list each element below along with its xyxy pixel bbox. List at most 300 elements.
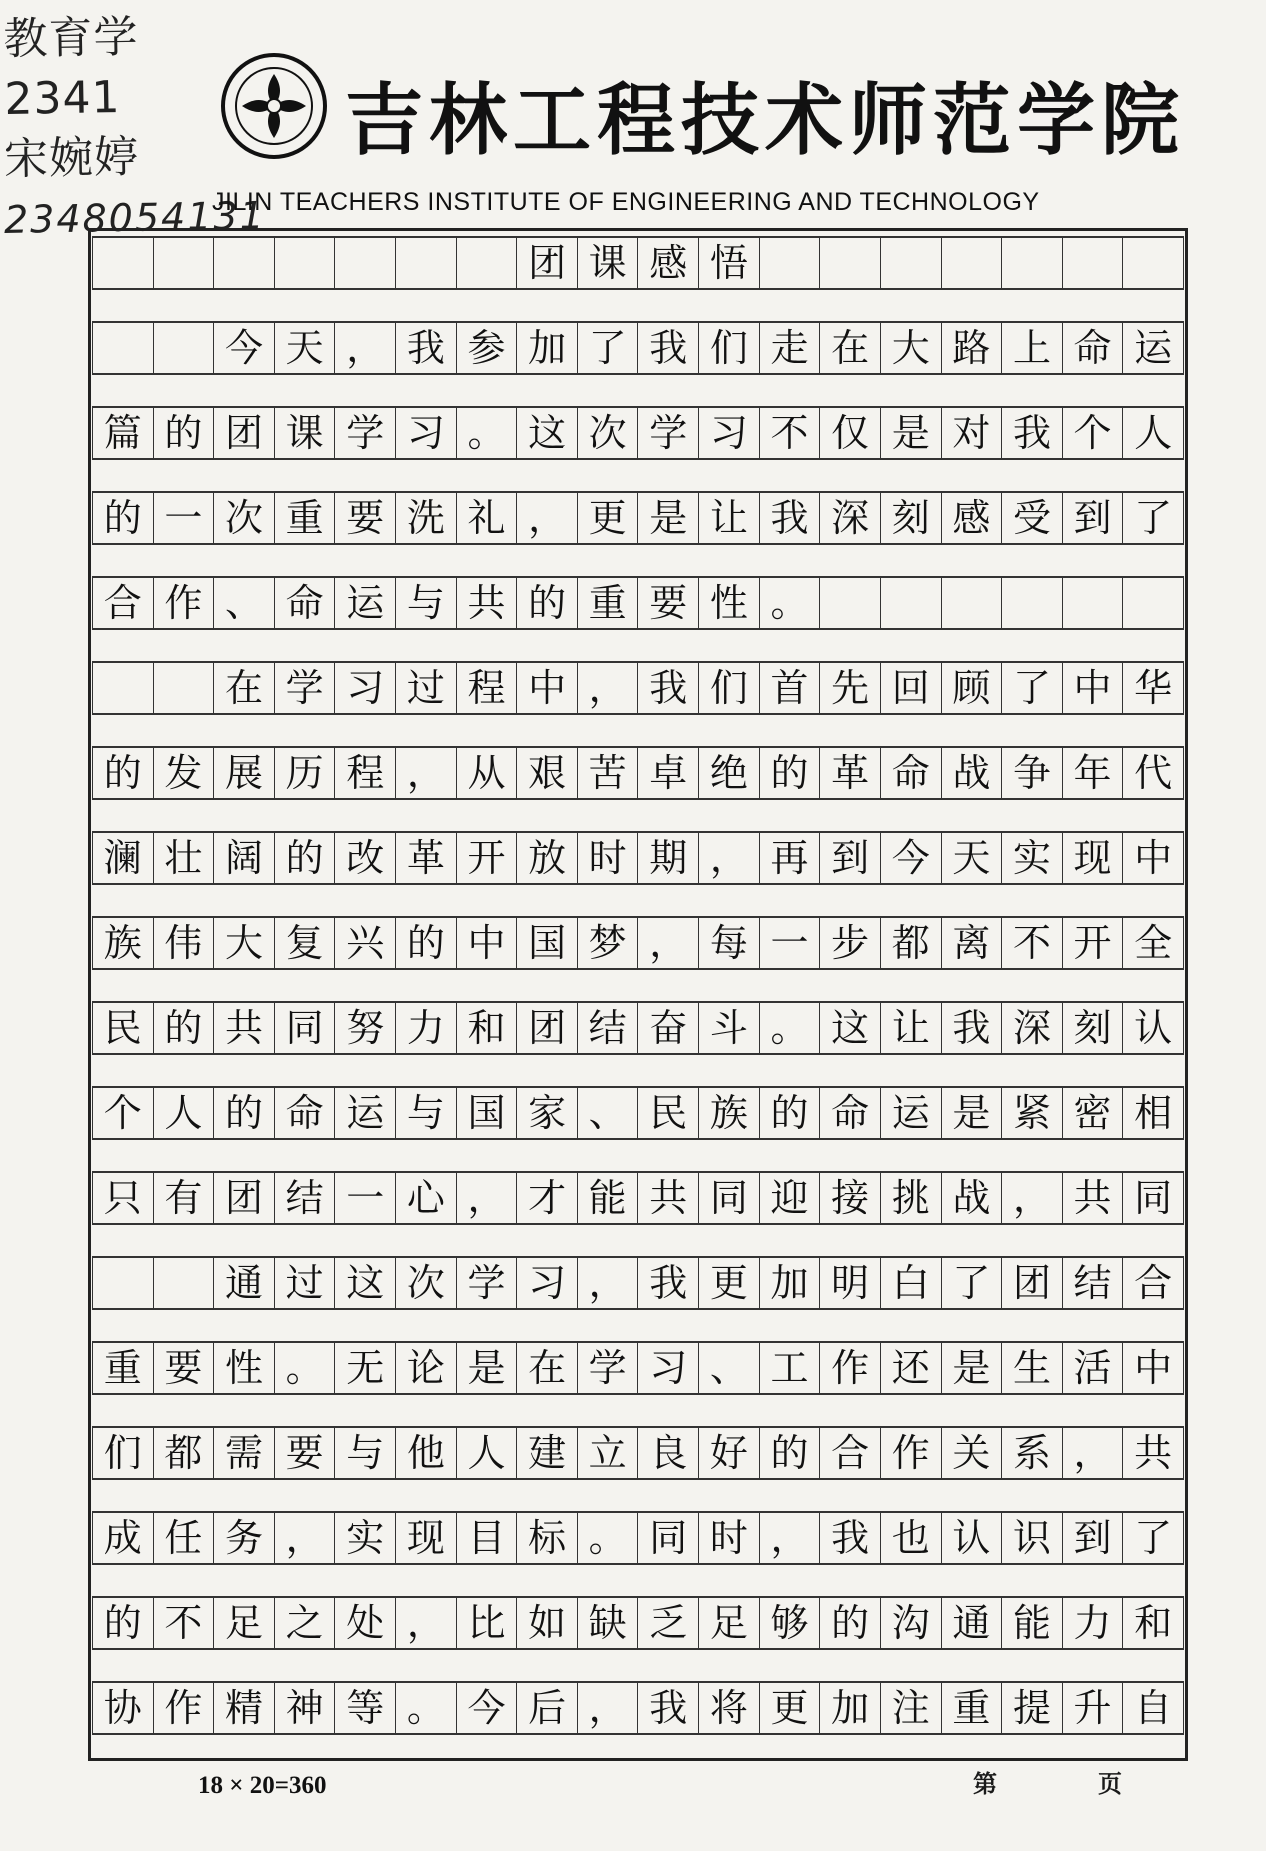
- grid-cell: [881, 238, 942, 288]
- grid-cell: 迎: [760, 1173, 821, 1223]
- grid-cell: 族: [92, 918, 154, 968]
- grid-row: [92, 1511, 1184, 1565]
- grid-cell: 标: [517, 1513, 578, 1563]
- grid-cell: [154, 663, 215, 713]
- grid-cell: 了: [1123, 493, 1184, 543]
- grid-cell: 顾: [942, 663, 1003, 713]
- grid-cell: 中: [1123, 833, 1184, 883]
- grid-cell: 这: [517, 408, 578, 458]
- grid-cell: 学: [638, 408, 699, 458]
- grid-cell: 力: [396, 1003, 457, 1053]
- grid-cell: 。: [275, 1343, 336, 1393]
- grid-cell: 兴: [335, 918, 396, 968]
- grid-cell: 个: [92, 1088, 154, 1138]
- grid-cell: 的: [275, 833, 336, 883]
- grid-row: [92, 916, 1184, 970]
- grid-cell: ，: [517, 493, 578, 543]
- handwritten-header: [3, 8, 267, 248]
- grid-cell: 时: [578, 833, 639, 883]
- grid-cell: 一: [760, 918, 821, 968]
- grid-cell: ，: [760, 1513, 821, 1563]
- grid-cell: 路: [942, 323, 1003, 373]
- grid-cell: 习: [638, 1343, 699, 1393]
- grid-cell: 再: [760, 833, 821, 883]
- grid-cell: 中: [1123, 1343, 1184, 1393]
- grid-cell: 一: [335, 1173, 396, 1223]
- grid-cell: 们: [699, 663, 760, 713]
- grid-cell: 的: [760, 1088, 821, 1138]
- grid-cell: 回: [881, 663, 942, 713]
- grid-cell: 战: [942, 1173, 1003, 1223]
- grid-cell: 性: [699, 578, 760, 628]
- grid-cell: 中: [1063, 663, 1124, 713]
- grid-cell: 建: [517, 1428, 578, 1478]
- grid-cell: 加: [760, 1258, 821, 1308]
- grid-cell: 作: [154, 578, 215, 628]
- grid-cell: 结: [1063, 1258, 1124, 1308]
- grid-cell: 通: [214, 1258, 275, 1308]
- grid-cell: 过: [275, 1258, 336, 1308]
- grid-cell: 紧: [1002, 1088, 1063, 1138]
- grid-cell: 性: [214, 1343, 275, 1393]
- grid-cell: 习: [517, 1258, 578, 1308]
- grid-cell: 能: [578, 1173, 639, 1223]
- grid-cell: 团: [214, 1173, 275, 1223]
- grid-cell: 到: [1063, 1513, 1124, 1563]
- grid-cell: 卓: [638, 748, 699, 798]
- grid-cell: 绝: [699, 748, 760, 798]
- grid-row: [92, 321, 1184, 375]
- grid-cell: 之: [275, 1598, 336, 1648]
- grid-cell: 壮: [154, 833, 215, 883]
- school-seal-icon: [220, 52, 328, 160]
- grid-cell: 开: [1063, 918, 1124, 968]
- grid-cell: 团: [214, 408, 275, 458]
- grid-cell: 活: [1063, 1343, 1124, 1393]
- grid-cell: 力: [1063, 1598, 1124, 1648]
- grid-cell: 发: [154, 748, 215, 798]
- grid-cell: 大: [881, 323, 942, 373]
- grid-cell: 都: [154, 1428, 215, 1478]
- grid-cell: 华: [1123, 663, 1184, 713]
- grid-cell: [92, 663, 154, 713]
- grid-cell: ，: [578, 1258, 639, 1308]
- grid-row: [92, 236, 1184, 290]
- grid-cell: 足: [214, 1598, 275, 1648]
- grid-cell: 和: [1123, 1598, 1184, 1648]
- grid-cell: 命: [881, 748, 942, 798]
- grid-cell: 与: [335, 1428, 396, 1478]
- grid-cell: 的: [214, 1088, 275, 1138]
- handwritten-name: 宋婉婷: [3, 131, 140, 186]
- grid-cell: 同: [275, 1003, 336, 1053]
- grid-cell: 我: [638, 323, 699, 373]
- grid-cell: 中: [517, 663, 578, 713]
- grid-cell: 作: [154, 1683, 215, 1733]
- grid-cell: 走: [760, 323, 821, 373]
- grid-cell: 的: [92, 493, 154, 543]
- grid-cell: 认: [942, 1513, 1003, 1563]
- grid-cell: 习: [699, 408, 760, 458]
- grid-cell: 认: [1123, 1003, 1184, 1053]
- grid-cell: 加: [517, 323, 578, 373]
- grid-cell: 能: [1002, 1598, 1063, 1648]
- grid-cell: 民: [638, 1088, 699, 1138]
- page-label-di: 第: [973, 1769, 997, 1798]
- grid-cell: ，: [578, 663, 639, 713]
- grid-cell: 命: [275, 1088, 336, 1138]
- grid-cell: 工: [760, 1343, 821, 1393]
- grid-cell: 对: [942, 408, 1003, 458]
- grid-cell: 篇: [92, 408, 154, 458]
- grid-cell: 同: [638, 1513, 699, 1563]
- grid-cell: 刻: [881, 493, 942, 543]
- grid-cell: 次: [396, 1258, 457, 1308]
- grid-cell: 学: [578, 1343, 639, 1393]
- grid-cell: ，: [638, 918, 699, 968]
- grid-cell: 需: [214, 1428, 275, 1478]
- grid-row: [92, 831, 1184, 885]
- grid-cell: [275, 238, 336, 288]
- grid-cell: 我: [638, 1683, 699, 1733]
- grid-cell: 从: [457, 748, 518, 798]
- grid-row: [92, 1341, 1184, 1395]
- grid-cell: 论: [396, 1343, 457, 1393]
- grid-cell: 努: [335, 1003, 396, 1053]
- grid-row: [92, 576, 1184, 630]
- grid-cell: ，: [699, 833, 760, 883]
- grid-cell: 今: [214, 323, 275, 373]
- grid-cell: 学: [275, 663, 336, 713]
- grid-cell: 、: [578, 1088, 639, 1138]
- grid-cell: [154, 238, 215, 288]
- grid-cell: 重: [578, 578, 639, 628]
- grid-cell: 共: [214, 1003, 275, 1053]
- grid-cell: 参: [457, 323, 518, 373]
- grid-spec-label: 18 × 20=360: [198, 1772, 327, 1799]
- grid-cell: 学: [335, 408, 396, 458]
- grid-cell: 这: [820, 1003, 881, 1053]
- grid-cell: 立: [578, 1428, 639, 1478]
- grid-cell: [1123, 238, 1184, 288]
- grid-cell: 足: [699, 1598, 760, 1648]
- grid-cell: 阔: [214, 833, 275, 883]
- grid-cell: 重: [942, 1683, 1003, 1733]
- grid-cell: [1063, 578, 1124, 628]
- grid-cell: 族: [699, 1088, 760, 1138]
- grid-cell: 比: [457, 1598, 518, 1648]
- grid-cell: 今: [457, 1683, 518, 1733]
- grid-cell: 感: [638, 238, 699, 288]
- grid-cell: 程: [335, 748, 396, 798]
- grid-cell: 。: [578, 1513, 639, 1563]
- grid-cell: 课: [578, 238, 639, 288]
- grid-cell: 目: [457, 1513, 518, 1563]
- grid-cell: 让: [881, 1003, 942, 1053]
- grid-cell: 协: [92, 1683, 154, 1733]
- grid-cell: 明: [820, 1258, 881, 1308]
- grid-cell: 白: [881, 1258, 942, 1308]
- grid-cell: 系: [1002, 1428, 1063, 1478]
- grid-cell: 作: [881, 1428, 942, 1478]
- grid-cell: 生: [1002, 1343, 1063, 1393]
- grid-cell: 相: [1123, 1088, 1184, 1138]
- grid-cell: 们: [92, 1428, 154, 1478]
- grid-cell: 也: [881, 1513, 942, 1563]
- grid-cell: 乏: [638, 1598, 699, 1648]
- grid-cell: [1063, 238, 1124, 288]
- school-name-en: JILIN TEACHERS INSTITUTE OF ENGINEERING AND TECHNOLOGY: [212, 188, 1040, 216]
- grid-cell: 中: [457, 918, 518, 968]
- grid-cell: 运: [335, 578, 396, 628]
- grid-cell: 重: [92, 1343, 154, 1393]
- grid-cell: 国: [517, 918, 578, 968]
- grid-cell: [1123, 578, 1184, 628]
- grid-cell: 。: [457, 408, 518, 458]
- grid-cell: 更: [699, 1258, 760, 1308]
- grid-cell: 年: [1063, 748, 1124, 798]
- grid-cell: 任: [154, 1513, 215, 1563]
- grid-cell: 注: [881, 1683, 942, 1733]
- grid-cell: ，: [396, 1598, 457, 1648]
- grid-cell: 是: [881, 408, 942, 458]
- grid-cell: 不: [1002, 918, 1063, 968]
- grid-cell: [92, 1258, 154, 1308]
- grid-cell: 全: [1123, 918, 1184, 968]
- grid-cell: [457, 238, 518, 288]
- grid-row: [92, 661, 1184, 715]
- grid-cell: [154, 1258, 215, 1308]
- grid-cell: 共: [1123, 1428, 1184, 1478]
- grid-cell: 革: [396, 833, 457, 883]
- grid-cell: 习: [396, 408, 457, 458]
- grid-cell: 次: [578, 408, 639, 458]
- grid-cell: 洗: [396, 493, 457, 543]
- grid-cell: 首: [760, 663, 821, 713]
- grid-cell: 与: [396, 1088, 457, 1138]
- grid-cell: 了: [1123, 1513, 1184, 1563]
- grid-cell: [760, 238, 821, 288]
- grid-cell: 不: [154, 1598, 215, 1648]
- grid-cell: 好: [699, 1428, 760, 1478]
- grid-cell: 还: [881, 1343, 942, 1393]
- grid-cell: ，: [578, 1683, 639, 1733]
- grid-cell: 天: [275, 323, 336, 373]
- grid-cell: ，: [396, 748, 457, 798]
- grid-cell: 我: [820, 1513, 881, 1563]
- grid-cell: [820, 238, 881, 288]
- grid-cell: 只: [92, 1173, 154, 1223]
- grid-cell: 命: [1063, 323, 1124, 373]
- grid-cell: [92, 238, 154, 288]
- grid-cell: 国: [457, 1088, 518, 1138]
- grid-cell: 在: [517, 1343, 578, 1393]
- grid-row: [92, 491, 1184, 545]
- grid-cell: 家: [517, 1088, 578, 1138]
- grid-cell: 在: [214, 663, 275, 713]
- grid-cell: 作: [820, 1343, 881, 1393]
- grid-cell: 感: [942, 493, 1003, 543]
- grid-cell: 。: [396, 1683, 457, 1733]
- grid-cell: 实: [1002, 833, 1063, 883]
- school-name-cn: 吉林工程技术师范学院: [345, 75, 1186, 166]
- grid-cell: 运: [1123, 323, 1184, 373]
- grid-cell: 的: [517, 578, 578, 628]
- grid-cell: 时: [699, 1513, 760, 1563]
- grid-cell: 心: [396, 1173, 457, 1223]
- grid-row: [92, 1426, 1184, 1480]
- grid-cell: 是: [457, 1343, 518, 1393]
- grid-cell: 务: [214, 1513, 275, 1563]
- grid-cell: 每: [699, 918, 760, 968]
- grid-cell: 今: [881, 833, 942, 883]
- grid-row: [92, 1171, 1184, 1225]
- grid-cell: 让: [699, 493, 760, 543]
- grid-cell: 才: [517, 1173, 578, 1223]
- grid-cell: 合: [92, 578, 154, 628]
- grid-cell: 梦: [578, 918, 639, 968]
- grid-cell: 们: [699, 323, 760, 373]
- grid-cell: 我: [760, 493, 821, 543]
- grid-cell: 要: [638, 578, 699, 628]
- grid-cell: 人: [1123, 408, 1184, 458]
- grid-cell: 密: [1063, 1088, 1124, 1138]
- grid-cell: 受: [1002, 493, 1063, 543]
- grid-cell: 奋: [638, 1003, 699, 1053]
- grid-cell: 了: [578, 323, 639, 373]
- grid-cell: 伟: [154, 918, 215, 968]
- grid-row: [92, 1001, 1184, 1055]
- grid-cell: 改: [335, 833, 396, 883]
- grid-cell: 处: [335, 1598, 396, 1648]
- grid-cell: 结: [578, 1003, 639, 1053]
- grid-cell: 过: [396, 663, 457, 713]
- grid-cell: 、: [699, 1343, 760, 1393]
- grid-cell: 学: [457, 1258, 518, 1308]
- grid-cell: 了: [1002, 663, 1063, 713]
- grid-cell: 实: [335, 1513, 396, 1563]
- grid-cell: 命: [820, 1088, 881, 1138]
- grid-cell: 要: [275, 1428, 336, 1478]
- grid-cell: 现: [1063, 833, 1124, 883]
- grid-cell: 关: [942, 1428, 1003, 1478]
- grid-cell: 共: [1063, 1173, 1124, 1223]
- grid-cell: 加: [820, 1683, 881, 1733]
- grid-cell: [335, 238, 396, 288]
- grid-cell: 现: [396, 1513, 457, 1563]
- grid-cell: 、: [214, 578, 275, 628]
- grid-cell: [396, 238, 457, 288]
- grid-cell: 缺: [578, 1598, 639, 1648]
- grid-cell: 不: [760, 408, 821, 458]
- grid-cell: 是: [638, 493, 699, 543]
- grid-cell: 沟: [881, 1598, 942, 1648]
- grid-cell: 革: [820, 748, 881, 798]
- grid-cell: 更: [760, 1683, 821, 1733]
- grid-cell: 团: [517, 1003, 578, 1053]
- grid-cell: 重: [275, 493, 336, 543]
- grid-cell: 是: [942, 1088, 1003, 1138]
- grid-cell: 运: [335, 1088, 396, 1138]
- grid-cell: 识: [1002, 1513, 1063, 1563]
- grid-cell: 无: [335, 1343, 396, 1393]
- grid-cell: 提: [1002, 1683, 1063, 1733]
- grid-cell: 共: [638, 1173, 699, 1223]
- grid-cell: 步: [820, 918, 881, 968]
- grid-cell: 刻: [1063, 1003, 1124, 1053]
- page-label-ye: 页: [1098, 1769, 1122, 1798]
- grid-cell: 民: [92, 1003, 154, 1053]
- grid-cell: 放: [517, 833, 578, 883]
- grid-cell: 澜: [92, 833, 154, 883]
- grid-cell: 通: [942, 1598, 1003, 1648]
- grid-cell: 离: [942, 918, 1003, 968]
- grid-cell: 合: [1123, 1258, 1184, 1308]
- grid-cell: 命: [275, 578, 336, 628]
- grid-cell: 程: [457, 663, 518, 713]
- grid-cell: [942, 238, 1003, 288]
- grid-cell: 同: [699, 1173, 760, 1223]
- grid-cell: [92, 323, 154, 373]
- grid-cell: 悟: [699, 238, 760, 288]
- grid-cell: 的: [92, 748, 154, 798]
- grid-cell: ，: [1063, 1428, 1124, 1478]
- grid-row: [92, 1681, 1184, 1735]
- grid-cell: 我: [638, 663, 699, 713]
- handwritten-class: 教育学2341: [3, 11, 139, 125]
- grid-cell: 展: [214, 748, 275, 798]
- grid-cell: 课: [275, 408, 336, 458]
- grid-cell: 他: [396, 1428, 457, 1478]
- grid-cell: 更: [578, 493, 639, 543]
- grid-cell: 我: [638, 1258, 699, 1308]
- grid-cell: 共: [457, 578, 518, 628]
- handwritten-student-id: 2348054131: [3, 193, 267, 243]
- grid-cell: [154, 323, 215, 373]
- grid-cell: 团: [1002, 1258, 1063, 1308]
- grid-cell: 要: [154, 1343, 215, 1393]
- grid-cell: 都: [881, 918, 942, 968]
- grid-cell: [1002, 578, 1063, 628]
- grid-cell: 与: [396, 578, 457, 628]
- grid-cell: 合: [820, 1428, 881, 1478]
- grid-cell: 历: [275, 748, 336, 798]
- grid-cell: 一: [154, 493, 215, 543]
- grid-cell: 斗: [699, 1003, 760, 1053]
- grid-cell: [942, 578, 1003, 628]
- grid-cell: 是: [942, 1343, 1003, 1393]
- grid-cell: 自: [1123, 1683, 1184, 1733]
- grid-cell: 的: [154, 1003, 215, 1053]
- grid-cell: 争: [1002, 748, 1063, 798]
- grid-cell: 人: [457, 1428, 518, 1478]
- grid-cell: ，: [275, 1513, 336, 1563]
- grid-cell: 有: [154, 1173, 215, 1223]
- grid-cell: 艰: [517, 748, 578, 798]
- grid-cell: ，: [335, 323, 396, 373]
- grid-cell: 深: [820, 493, 881, 543]
- grid-cell: 的: [820, 1598, 881, 1648]
- grid-cell: 到: [820, 833, 881, 883]
- grid-cell: 苦: [578, 748, 639, 798]
- grid-cell: 了: [942, 1258, 1003, 1308]
- grid-cell: 升: [1063, 1683, 1124, 1733]
- grid-cell: 天: [942, 833, 1003, 883]
- grid-cell: 。: [760, 578, 821, 628]
- grid-cell: 复: [275, 918, 336, 968]
- grid-cell: [1002, 238, 1063, 288]
- grid-cell: 深: [1002, 1003, 1063, 1053]
